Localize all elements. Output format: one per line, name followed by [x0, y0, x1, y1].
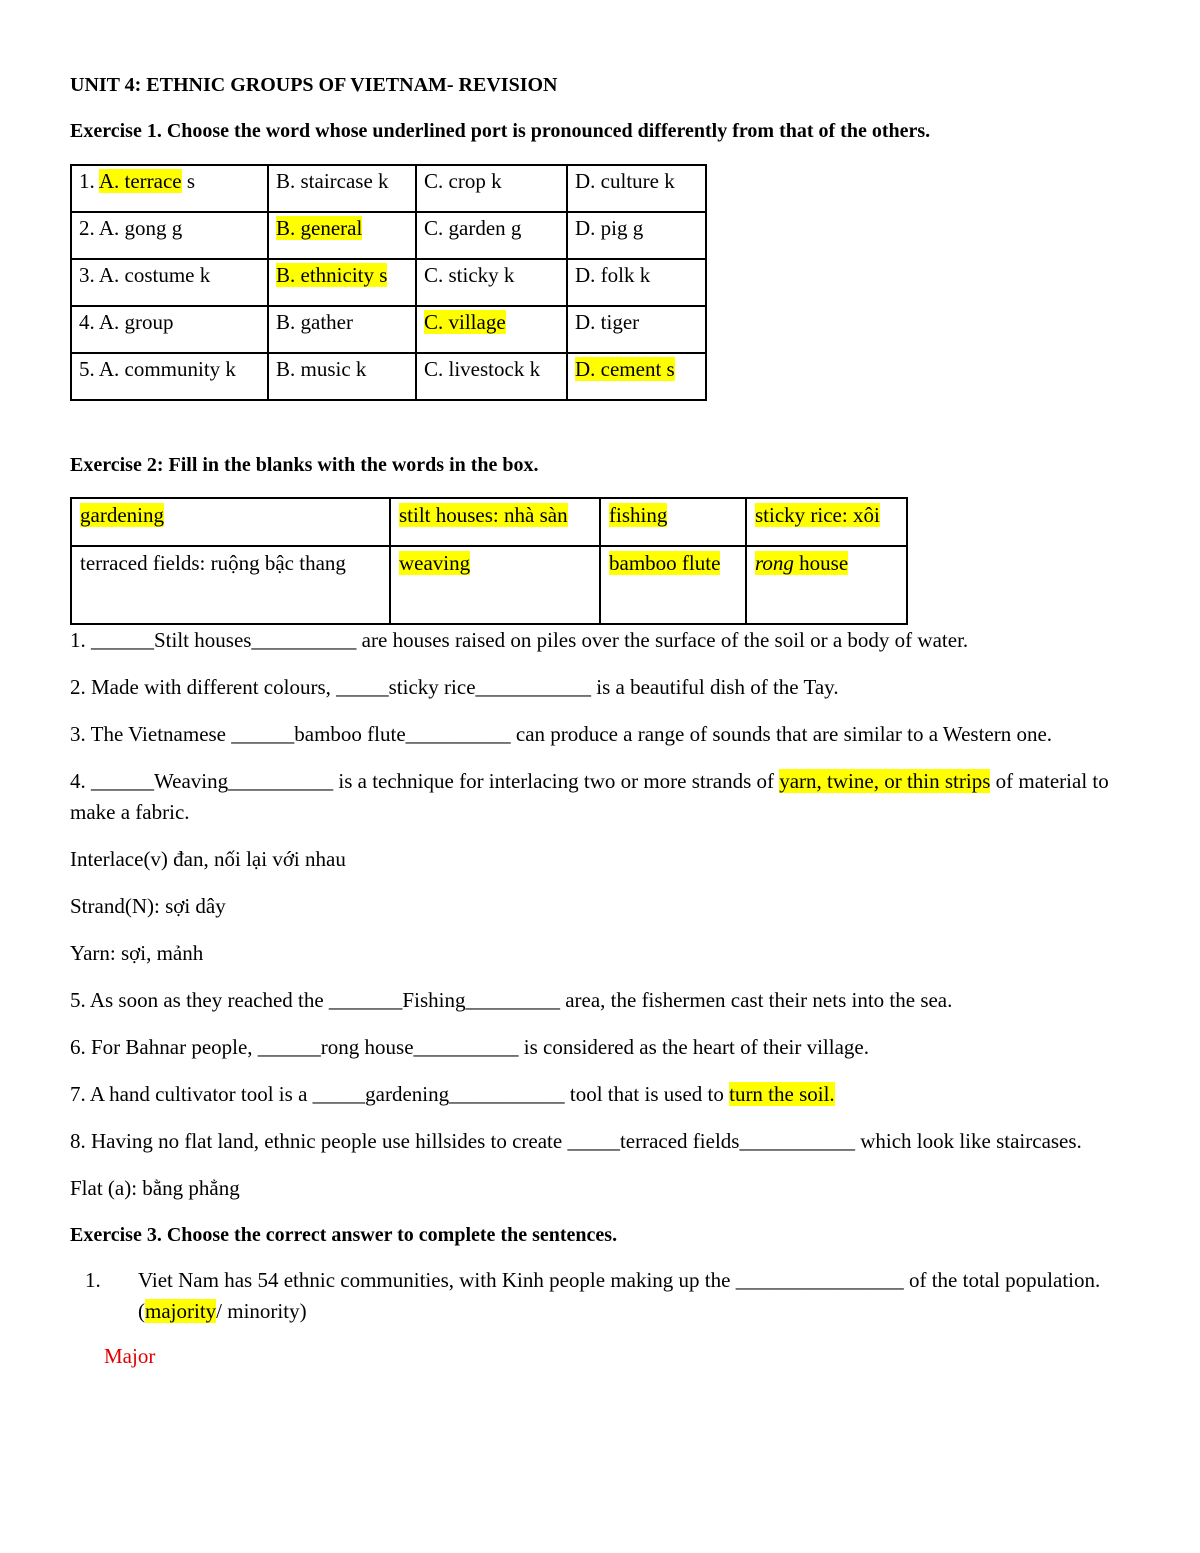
- box-word-italic: rong: [755, 551, 794, 575]
- option-text: 1.: [79, 169, 99, 193]
- sentence-4: [70, 766, 1130, 828]
- sentence-6: 6. For Bahnar people, ______rong house__________ is considered as the heart of their village.: [70, 1035, 869, 1059]
- box-word: weaving: [399, 551, 471, 575]
- option-text: 4. A. group: [79, 310, 174, 334]
- option-text: D. folk k: [575, 263, 651, 287]
- sentence-4-text: 4. ______Weaving__________ is a technique for interlacing two or more strands of: [70, 769, 780, 793]
- exercise1-cell: [416, 212, 567, 259]
- exercise1-cell: [71, 212, 268, 259]
- exercise1-row: [71, 353, 706, 400]
- exercise1-cell: [71, 259, 268, 306]
- exercise1-cell: [567, 306, 706, 353]
- exercise1-row: [71, 212, 706, 259]
- exercise1-cell: [71, 306, 268, 353]
- exercise1-cell: [268, 259, 416, 306]
- option-text: 3. A. costume k: [79, 263, 211, 287]
- option-text: D. pig g: [575, 216, 644, 240]
- exercise1-cell: [268, 353, 416, 400]
- exercise2-heading: Exercise 2: Fill in the blanks with the words in the box.: [70, 454, 539, 476]
- sentence-7-text: 7. A hand cultivator tool is a _____gardening___________ tool that is used to: [70, 1082, 730, 1106]
- exercise1-cell: [416, 306, 567, 353]
- question-tail: / minority): [216, 1299, 307, 1323]
- box-cell: [71, 498, 390, 546]
- word-box-table: [70, 497, 908, 625]
- exercise1-cell: [268, 306, 416, 353]
- exercise3-heading: Exercise 3. Choose the correct answer to complete the sentences.: [70, 1224, 618, 1246]
- option-text: 5. A. community k: [79, 357, 236, 381]
- option-highlight: C. village: [424, 310, 506, 334]
- sentence-2: 2. Made with different colours, _____sticky rice___________ is a beautiful dish of the Tay.: [70, 675, 839, 699]
- option-highlight: A. terrace: [98, 169, 182, 193]
- vocab-interlace: Interlace(v) đan, nối lại với nhau: [70, 847, 346, 871]
- answer-highlight: majority: [145, 1299, 217, 1323]
- vocab-yarn: Yarn: sợi, mảnh: [70, 941, 204, 965]
- sentence-7: [70, 1079, 1130, 1110]
- box-cell: [746, 498, 907, 546]
- exercise1-row: [71, 306, 706, 353]
- option-text: B. gather: [276, 310, 353, 334]
- sentence-1: 1. ______Stilt houses__________ are houses raised on piles over the surface of the soil or a body of water.: [70, 628, 969, 652]
- option-text: B. music k: [276, 357, 367, 381]
- box-cell: [71, 546, 390, 624]
- box-cell: [390, 546, 600, 624]
- option-text: C. garden g: [424, 216, 522, 240]
- sentence-5: 5. As soon as they reached the _______Fishing_________ area, the fishermen cast their nets into the sea.: [70, 988, 953, 1012]
- box-word: fishing: [609, 503, 668, 527]
- box-cell: [600, 498, 746, 546]
- highlight-phrase: yarn, twine, or thin strips: [779, 769, 991, 793]
- exercise1-cell: [268, 212, 416, 259]
- option-text: C. crop k: [424, 169, 502, 193]
- exercise3-list: [70, 1265, 1130, 1327]
- box-word: stilt houses: nhà sàn: [399, 503, 568, 527]
- sentence-4-tail: of material to make a fabric.: [70, 769, 1109, 824]
- box-word: house: [799, 551, 849, 575]
- page-title: UNIT 4: ETHNIC GROUPS OF VIETNAM- REVISION: [70, 74, 558, 96]
- option-text: 2. A. gong g: [79, 216, 183, 240]
- box-word: sticky rice: xôi: [755, 503, 880, 527]
- option-text: B. staircase k: [276, 169, 389, 193]
- exercise1-cell: [268, 165, 416, 212]
- exercise1-cell: [416, 259, 567, 306]
- option-text: C. sticky k: [424, 263, 515, 287]
- box-word: bamboo flute: [609, 551, 721, 575]
- sentence-3: 3. The Vietnamese ______bamboo flute__________ can produce a range of sounds that are similar to a Western one.: [70, 722, 1053, 746]
- option-highlight: D. cement s: [575, 357, 675, 381]
- exercise1-cell: [416, 353, 567, 400]
- exercise1-row: [71, 259, 706, 306]
- box-word: terraced fields: ruộng bậc thang: [80, 551, 346, 575]
- exercise1-cell: [567, 165, 706, 212]
- exercise3-question: [106, 1265, 1130, 1327]
- worksheet-page: [70, 70, 1130, 1372]
- handwritten-answer: Major: [104, 1344, 156, 1368]
- box-cell: [746, 546, 907, 624]
- exercise1-cell: [567, 212, 706, 259]
- option-highlight: B. general: [276, 216, 363, 240]
- option-note: s: [181, 169, 196, 193]
- exercise1-cell: [567, 259, 706, 306]
- vocab-flat: Flat (a): bằng phẳng: [70, 1176, 240, 1200]
- option-text: D. culture k: [575, 169, 675, 193]
- highlight-phrase: turn the soil.: [729, 1082, 835, 1106]
- exercise1-cell: [567, 353, 706, 400]
- box-word: gardening: [80, 503, 164, 527]
- exercise1-cell: [71, 353, 268, 400]
- exercise1-row: [71, 165, 706, 212]
- vocab-strand: Strand(N): sợi dây: [70, 894, 226, 918]
- box-cell: [390, 498, 600, 546]
- question-text: Viet Nam has 54 ethnic communities, with Kinh people making up the ________________ of the total population. (: [138, 1268, 1101, 1323]
- exercise1-cell: [71, 165, 268, 212]
- exercise1-cell: [416, 165, 567, 212]
- exercise1-heading: Exercise 1. Choose the word whose underlined port is pronounced differently from that of the others.: [70, 120, 931, 142]
- option-text: C. livestock k: [424, 357, 541, 381]
- box-cell: [600, 546, 746, 624]
- sentence-8: 8. Having no flat land, ethnic people use hillsides to create _____terraced fields___________ which look like staircases.: [70, 1129, 1082, 1153]
- option-highlight: B. ethnicity s: [276, 263, 388, 287]
- option-text: D. tiger: [575, 310, 640, 334]
- exercise1-table: [70, 164, 707, 401]
